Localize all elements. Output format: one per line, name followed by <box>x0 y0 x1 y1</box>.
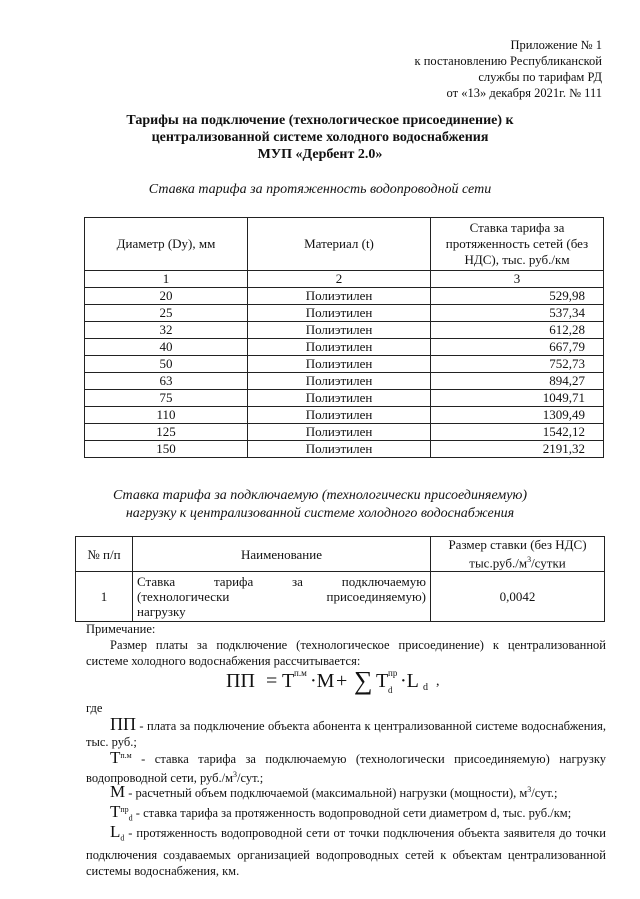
formula-equals: = <box>266 670 278 692</box>
material-cell: Полиэтилен <box>248 356 431 373</box>
where-label: где <box>86 701 103 715</box>
appendix-header <box>342 37 602 101</box>
rate-cell: 537,34 <box>431 305 604 322</box>
rate-cell: 752,73 <box>431 356 604 373</box>
table1-caption: Ставка тарифа за протяженность водопроводной сети <box>148 182 492 197</box>
material-cell: Полиэтилен <box>248 441 431 458</box>
table-row <box>85 288 604 305</box>
table-row <box>85 305 604 322</box>
ld-text: - протяженность водопроводной сети от точки подключения объекта заявителя до точки подключения создаваемых организацией водопроводных сетей к объектам централизованной системы водоснабжения, км. <box>86 826 606 878</box>
row-name-line-1: Ставка тарифа за подключаемую <box>137 574 426 589</box>
formula-t2-sub: d <box>388 685 393 695</box>
title-line-2: централизованной системе холодного водоснабжения <box>151 130 489 145</box>
td-sup: пр <box>120 805 129 814</box>
formula-t1-sup: п.м <box>294 668 307 678</box>
row-name-line-3: нагрузку <box>137 604 186 619</box>
m-text: - расчетный объем подключаемой (максимальной) нагрузки (мощности), м <box>125 786 528 801</box>
row-value-cell: 0,0042 <box>431 572 605 622</box>
tpm-text: - ставка тарифа за подключаемую (технологически присоединяемую) нагрузку водопроводной сети, руб./м <box>86 752 606 786</box>
table-row <box>85 390 604 407</box>
rate-cell: 894,27 <box>431 373 604 390</box>
tpm-text-end: /сут.; <box>237 771 264 786</box>
table2-caption-line-2: нагрузку к централизованной системе холодного водоснабжения <box>125 506 515 521</box>
diameter-cell: 110 <box>85 407 248 424</box>
table-row <box>85 441 604 458</box>
ld-sub: d <box>120 833 125 843</box>
header-rate-line-2 <box>437 552 598 570</box>
formula-t1: T <box>282 670 295 692</box>
tpm-sup: п.м <box>120 751 132 760</box>
title-line-3: МУП «Дербент 2.0» <box>257 147 383 162</box>
table-row <box>76 572 605 622</box>
table-row <box>85 322 604 339</box>
rate-cell: 667,79 <box>431 339 604 356</box>
appendix-line-2: к постановлению Республиканской <box>414 54 602 68</box>
table1-numbering-row <box>85 271 604 288</box>
table1-header-row <box>85 218 604 271</box>
m-text-end: /сут.; <box>531 786 558 801</box>
diameter-cell: 50 <box>85 356 248 373</box>
rate-cell: 529,98 <box>431 288 604 305</box>
td-sub: d <box>128 813 133 823</box>
td-text: - ставка тарифа за протяженность водопроводной сети диаметром d, тыс. руб./км; <box>132 806 572 821</box>
formula-t2: T <box>376 670 389 692</box>
material-cell: Полиэтилен <box>248 305 431 322</box>
diameter-cell: 63 <box>85 373 248 390</box>
material-cell: Полиэтилен <box>248 390 431 407</box>
formula-comma: , <box>436 674 440 689</box>
rate-cell: 1542,12 <box>431 424 604 441</box>
formula-l: ·L <box>400 670 419 692</box>
row-name-cell <box>133 572 431 622</box>
item-td <box>86 802 606 827</box>
table-row <box>85 373 604 390</box>
number-cell: 2 <box>248 271 431 288</box>
rate-cell: 2191,32 <box>431 441 604 458</box>
load-rate-table <box>75 536 605 622</box>
material-cell: Полиэтилен <box>248 407 431 424</box>
title-line-1: Тарифы на подключение (технологическое присоединение) к <box>126 113 514 128</box>
number-cell: 1 <box>85 271 248 288</box>
formula-m: ·M <box>310 670 335 692</box>
note-intro: Размер платы за подключение (технологическое присоединение) к централизованной системе холодного водоснабжения рассчитывается: <box>86 638 606 668</box>
table2-caption <box>60 487 580 523</box>
row-number-cell: 1 <box>76 572 133 622</box>
material-cell: Полиэтилен <box>248 339 431 356</box>
document-title <box>90 112 550 163</box>
table2-header-row <box>76 537 605 572</box>
item-tpm <box>86 748 606 786</box>
table2-caption-line-1: Ставка тарифа за подключаемую (технологически присоединяемую) <box>113 488 527 503</box>
header-rate-size <box>431 537 605 572</box>
note-label: Примечание: <box>86 622 156 636</box>
diameter-cell: 40 <box>85 339 248 356</box>
m-unit-sup: 3 <box>527 785 532 794</box>
table-row <box>85 339 604 356</box>
pp-text: - плата за подключение объекта абонента к централизованной системе водоснабжения, тыс. руб.; <box>86 719 606 749</box>
header-rate-unit-sup: 3 <box>527 555 532 565</box>
ld-symbol: L <box>110 822 121 841</box>
m-symbol: M <box>110 782 126 802</box>
header-rate: Ставка тарифа за протяженность сетей (без НДС), тыс. руб./км <box>431 218 604 271</box>
material-cell: Полиэтилен <box>248 322 431 339</box>
appendix-line-4: от «13» декабря 2021г. № 111 <box>446 86 602 100</box>
appendix-line-3: службы по тарифам РД <box>478 70 602 84</box>
rate-cell: 1309,49 <box>431 407 604 424</box>
header-rate-unit: тыс.руб./м <box>469 555 528 571</box>
diameter-cell: 20 <box>85 288 248 305</box>
pp-symbol: ПП <box>110 714 136 734</box>
formula-t2-sup: пр <box>388 668 398 678</box>
header-number: № п/п <box>76 537 133 572</box>
item-pp <box>86 716 606 750</box>
tpm-unit-sup: 3 <box>233 770 238 780</box>
diameter-cell: 75 <box>85 390 248 407</box>
material-cell: Полиэтилен <box>248 288 431 305</box>
table-row <box>85 424 604 441</box>
diameter-cell: 125 <box>85 424 248 441</box>
header-diameter: Диаметр (Dy), мм <box>85 218 248 271</box>
length-rate-table <box>84 217 604 458</box>
item-m <box>86 782 606 801</box>
tpm-symbol: T <box>110 748 121 768</box>
formula-l-sub: d <box>423 682 428 693</box>
formula-plus: + <box>336 670 348 692</box>
rate-cell: 1049,71 <box>431 390 604 407</box>
formula-lhs: ПП <box>226 670 255 692</box>
header-rate-line-1: Размер ставки (без НДС) <box>448 537 587 553</box>
table-row <box>85 407 604 424</box>
material-cell: Полиэтилен <box>248 373 431 390</box>
diameter-cell: 32 <box>85 322 248 339</box>
formula-sum: ∑ <box>354 666 373 695</box>
header-rate-unit-end: /сутки <box>531 555 566 571</box>
number-cell: 3 <box>431 271 604 288</box>
rate-cell: 612,28 <box>431 322 604 339</box>
td-symbol: T <box>110 802 121 822</box>
table-row <box>85 356 604 373</box>
diameter-cell: 150 <box>85 441 248 458</box>
appendix-line-1: Приложение № 1 <box>510 38 602 52</box>
payment-formula <box>226 668 446 698</box>
header-material: Материал (t) <box>248 218 431 271</box>
row-name-line-2: (технологически присоединяемую) <box>137 589 426 604</box>
diameter-cell: 25 <box>85 305 248 322</box>
header-name: Наименование <box>133 537 431 572</box>
item-ld <box>86 824 606 879</box>
material-cell: Полиэтилен <box>248 424 431 441</box>
